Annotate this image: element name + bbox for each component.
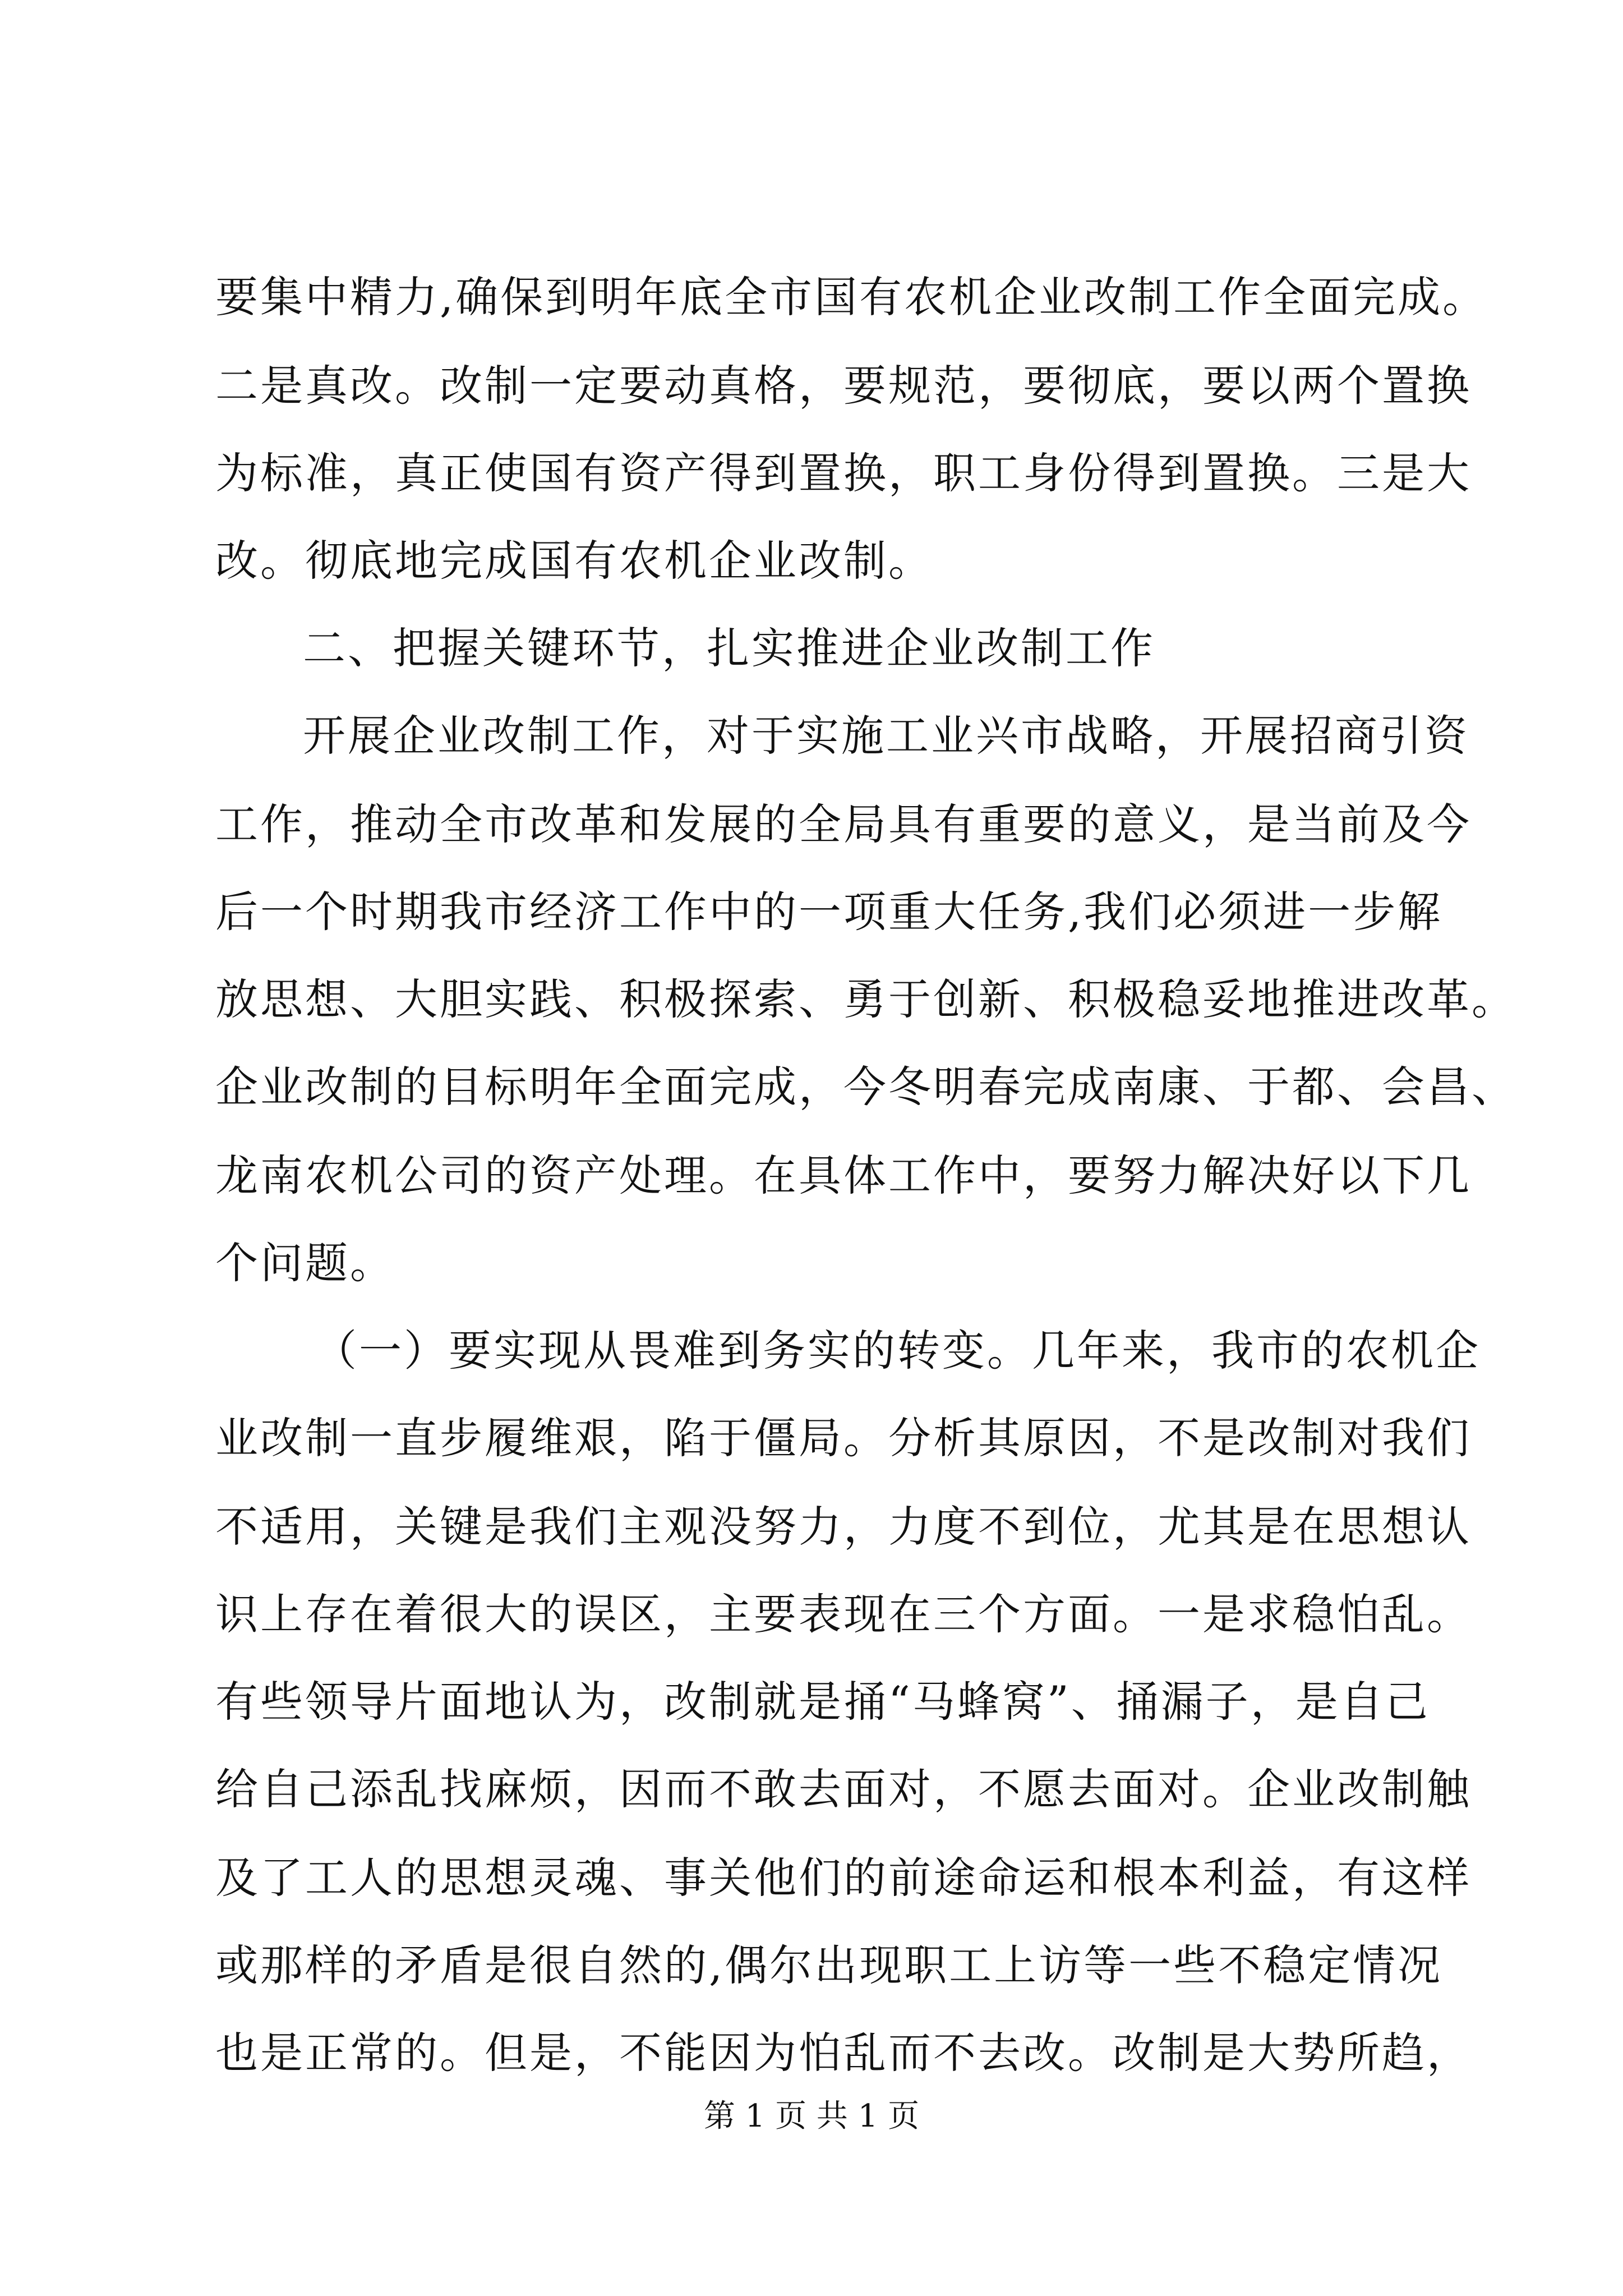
text-line: 后一个时期我市经济工作中的一项重大任务,我们必须进一步解 bbox=[215, 887, 1443, 937]
text-line: 企业改制的目标明年全面完成，今冬明春完成南康、于都、会昌、 bbox=[215, 1062, 1516, 1112]
text-line: 为标准，真正使国有资产得到置换，职工身份得到置换。三是大 bbox=[215, 448, 1472, 498]
subsection-heading: （一）要实现从畏难到务实的转变。几年来，我市的农机企 bbox=[314, 1326, 1481, 1375]
text-line: 龙南农机公司的资产处理。在具体工作中，要努力解决好以下几 bbox=[215, 1151, 1472, 1200]
text-line: 工作，推动全市改革和发展的全局具有重要的意义，是当前及今 bbox=[215, 799, 1472, 849]
text-line: 也是正常的。但是，不能因为怕乱而不去改。改制是大势所趋， bbox=[215, 2028, 1472, 2078]
text-line: 给自己添乱找麻烦，因而不敢去面对，不愿去面对。企业改制触 bbox=[215, 1764, 1472, 1814]
page-number-footer: 第 1 页 共 1 页 bbox=[703, 2098, 920, 2134]
text-line: 及了工人的思想灵魂、事关他们的前途命运和根本利益，有这样 bbox=[215, 1853, 1472, 1903]
text-line: 放思想、大胆实践、积极探索、勇于创新、积极稳妥地推进改革。 bbox=[215, 974, 1516, 1024]
text-line: 有些领导片面地认为，改制就是捅“马蜂窝”、捅漏子，是自己 bbox=[215, 1677, 1430, 1727]
text-line: 个问题。 bbox=[215, 1238, 395, 1288]
text-line: 开展企业改制工作，对于实施工业兴市战略，开展招商引资 bbox=[303, 711, 1469, 761]
text-line: 要集中精力,确保到明年底全市国有农机企业改制工作全面完成。 bbox=[215, 272, 1488, 322]
text-line: 改。彻底地完成国有农机企业改制。 bbox=[215, 536, 933, 586]
section-heading: 二、把握关键环节，扎实推进企业改制工作 bbox=[303, 623, 1155, 673]
text-line: 或那样的矛盾是很自然的,偶尔出现职工上访等一些不稳定情况 bbox=[215, 1940, 1443, 1990]
text-line: 不适用，关键是我们主观没努力，力度不到位，尤其是在思想认 bbox=[215, 1502, 1472, 1552]
text-line: 识上存在着很大的误区，主要表现在三个方面。一是求稳怕乱。 bbox=[215, 1589, 1472, 1639]
text-line: 二是真改。改制一定要动真格，要规范，要彻底，要以两个置换 bbox=[215, 361, 1472, 411]
text-line: 业改制一直步履维艰，陷于僵局。分析其原因，不是改制对我们 bbox=[215, 1413, 1472, 1463]
